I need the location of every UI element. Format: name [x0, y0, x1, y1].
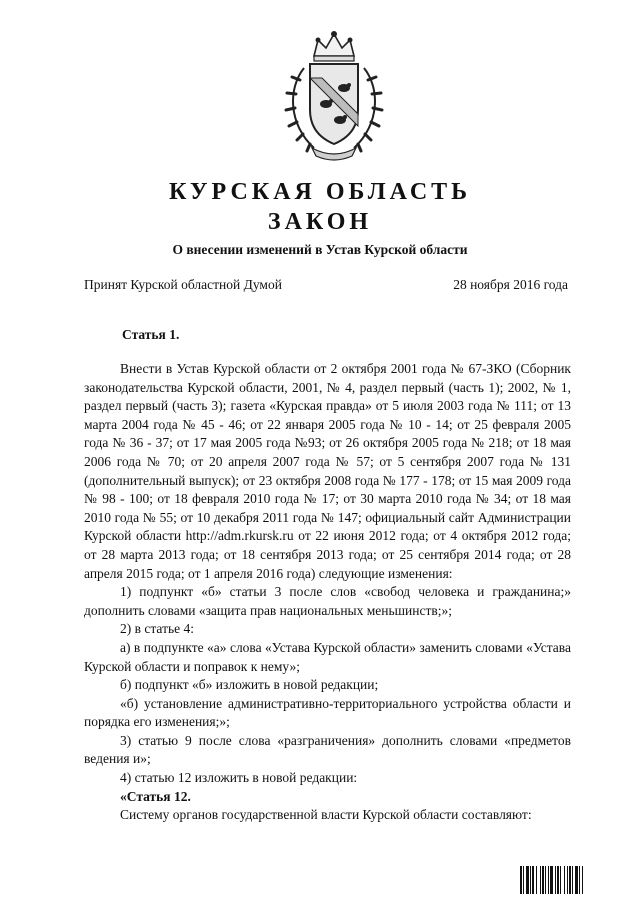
barcode [520, 866, 622, 894]
barcode-bar [575, 866, 578, 894]
barcode-bar [569, 866, 571, 894]
barcode-bar [555, 866, 556, 894]
barcode-bar [548, 866, 549, 894]
barcode-bar [532, 866, 534, 894]
barcode-bar [572, 866, 573, 894]
barcode-bar [564, 866, 565, 894]
barcode-bar [567, 866, 568, 894]
paragraph: а) в подпункте «а» слова «Устава Курской области» заменить словами «Устава Курской области и поправок к нему»; [84, 639, 571, 674]
paragraph: б) подпункт «б» изложить в новой редакции; [120, 677, 379, 693]
region-title: КУРСКАЯ ОБЛАСТЬ [168, 179, 472, 205]
paragraph: Внести в Устав Курской области от 2 октября 2001 года № 67-ЗКО (Сборник законодательства Курской области, 2001, № 4, раздел первый (часть 1); 2002, № 1, раздел первый (часть 3); газета «Курская правда» от 5 июля 2003 года № 111; от 13 марта 2004 года № 45 - 46; от 22 января 2005 года № 10 - 14; от 25 февраля 2005 года № 36 - 37; от 17 мая 2005 года №93; от 26 октября 2005 года № 218; от 18 мая 2006 года № 70; от 20 апреля 2007 года № 57; от 5 сентября 2007 года № 131 (дополнительный выпуск); от 23 октября 2008 года № 177 - 178; от 15 мая 2009 года № 98 - 100; от 18 февраля 2010 года № 17; от 30 марта 2010 года № 34; от 18 мая 2010 года № 55; от 10 декабря 2011 года № 147; официальный сайт Администрации Курской области http://adm.rkursk.ru от 22 июня 2012 года; от 4 октября 2012 года; от 28 марта 2013 года; от 18 сентября 2013 года; от 25 сентября 2014 года; от 28 апреля 2015 года; от 1 апреля 2016 года) следующие изменения: [84, 361, 571, 581]
paragraph: «Статья 12. [120, 788, 191, 804]
barcode-bar [536, 866, 537, 894]
barcode-bar [540, 866, 541, 894]
document-type-title: ЗАКОН [267, 209, 373, 235]
paragraph: 2) в статье 4: [120, 621, 194, 637]
coat-of-arms-emblem [282, 28, 386, 164]
barcode-bar [582, 866, 583, 894]
barcode-bar [520, 866, 522, 894]
document-body [84, 360, 571, 825]
law-subtitle: О внесении изменений в Устав Курской области [172, 242, 468, 257]
barcode-bar [545, 866, 546, 894]
barcode-bar [560, 866, 561, 894]
barcode-bar [530, 866, 531, 894]
article-heading: Статья 1. [122, 327, 180, 342]
barcode-bar [550, 866, 553, 894]
barcode-bar [579, 866, 580, 894]
paragraph: 1) подпункт «б» статьи 3 после слов «свобод человека и гражданина;» дополнить словами «защита прав национальных меньшинств;»; [84, 584, 571, 618]
paragraph: «б) установление административно-территориального устройства области и порядка его изменения;»; [84, 695, 571, 730]
paragraph: 3) статью 9 после слова «разграничения» дополнить словами «предметов ведения и»; [84, 732, 571, 767]
barcode-bar [523, 866, 524, 894]
barcode-bar [542, 866, 544, 894]
paragraph: Систему органов государственной власти Курской области составляют: [120, 807, 532, 823]
barcode-bar [526, 866, 529, 894]
paragraph: 4) статью 12 изложить в новой редакции: [120, 770, 358, 786]
accepted-by-text: Принят Курской областной Думой [84, 277, 282, 292]
adoption-date: 28 ноября 2016 года [453, 277, 568, 292]
barcode-bar [557, 866, 559, 894]
